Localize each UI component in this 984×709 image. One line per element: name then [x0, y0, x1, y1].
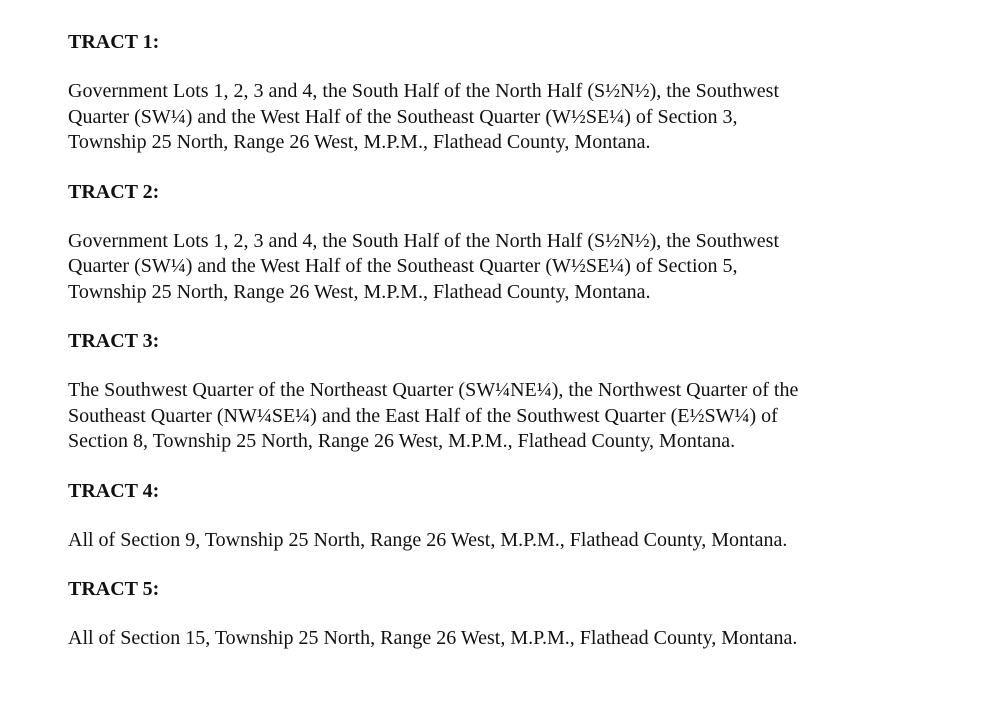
- description-line: The Southwest Quarter of the Northeast Quarter (SW¼NE¼), the Northwest Quarter of the: [68, 379, 799, 401]
- description-line: Southeast Quarter (NW¼SE¼) and the East Half of the Southwest Quarter (E½SW¼) of: [68, 404, 778, 427]
- tract-heading: TRACT 5:: [68, 578, 160, 600]
- tract-heading: TRACT 2:: [68, 180, 160, 203]
- tract-section: [68, 329, 948, 455]
- tract-section: [68, 577, 948, 652]
- tract-description: [68, 79, 948, 156]
- tract-section: [68, 479, 948, 554]
- tract-section: [68, 180, 948, 306]
- legal-description-document: [68, 30, 948, 652]
- tract-section: [68, 30, 948, 156]
- description-line: Section 8, Township 25 North, Range 26 West, M.P.M., Flathead County, Montana.: [68, 430, 736, 452]
- description-line: Government Lots 1, 2, 3 and 4, the South Half of the North Half (S½N½), the Southwest: [68, 229, 780, 252]
- tract-description: [68, 229, 948, 306]
- description-line: Township 25 North, Range 26 West, M.P.M., Flathead County, Montana.: [68, 131, 651, 153]
- description-line: Quarter (SW¼) and the West Half of the Southeast Quarter (W½SE¼) of Section 3,: [68, 105, 738, 128]
- tract-description: [68, 378, 948, 455]
- tract-description: [68, 626, 948, 652]
- tract-heading: TRACT 4:: [68, 479, 160, 502]
- description-line: Township 25 North, Range 26 West, M.P.M., Flathead County, Montana.: [68, 280, 651, 303]
- tract-heading: TRACT 1:: [68, 31, 160, 53]
- description-line: Government Lots 1, 2, 3 and 4, the South Half of the North Half (S½N½), the Southwest: [68, 80, 780, 102]
- tract-description: [68, 528, 948, 554]
- tract-heading: TRACT 3:: [68, 330, 160, 352]
- description-line: All of Section 15, Township 25 North, Range 26 West, M.P.M., Flathead County, Montana.: [68, 627, 798, 649]
- description-line: Quarter (SW¼) and the West Half of the Southeast Quarter (W½SE¼) of Section 5,: [68, 255, 738, 277]
- description-line: All of Section 9, Township 25 North, Range 26 West, M.P.M., Flathead County, Montana.: [68, 528, 788, 551]
